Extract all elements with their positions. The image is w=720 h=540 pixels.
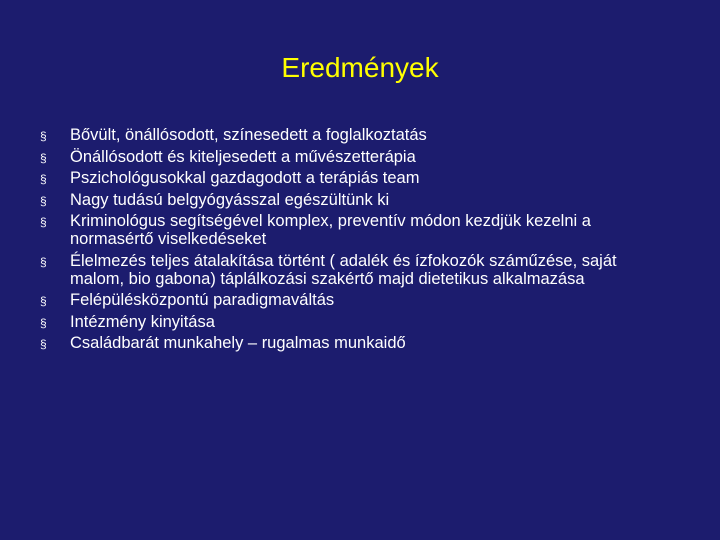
bullet-item	[40, 169, 660, 187]
bullet-icon: §	[40, 150, 47, 165]
bullet-item	[40, 212, 660, 248]
bullet-item	[40, 252, 660, 288]
bullet-item	[40, 313, 660, 331]
bullet-text: Nagy tudású belgyógyásszal egészültünk ki	[70, 190, 390, 209]
bullet-text: Intézmény kinyitása	[70, 312, 215, 331]
bullet-item	[40, 334, 660, 352]
bullet-list	[40, 126, 660, 356]
bullet-icon: §	[40, 172, 47, 186]
bullet-text: Önállósodott és kiteljesedett a művészetterápia	[70, 147, 416, 166]
bullet-text: Bővült, önállósodott, színesedett a foglalkoztatás	[70, 126, 427, 144]
bullet-icon: §	[40, 215, 47, 229]
bullet-text: Élelmezés teljes átalakítása történt ( adalék és ízfokozók száműzése, saját malom, bio gabona) táplálkozási szakértő majd dietetikus alkalmazása	[70, 251, 617, 288]
bullet-text: Pszichológusokkal gazdagodott a terápiás team	[70, 169, 420, 187]
bullet-icon: §	[40, 193, 47, 208]
bullet-icon: §	[40, 337, 47, 351]
bullet-item	[40, 126, 660, 144]
bullet-text: Felépülésközpontú paradigmaváltás	[70, 291, 335, 309]
bullet-icon: §	[40, 315, 47, 330]
slide-title: Eredmények	[281, 52, 439, 83]
bullet-icon: §	[40, 294, 47, 308]
bullet-text: Családbarát munkahely – rugalmas munkaidő	[70, 334, 406, 352]
bullet-text: Kriminológus segítségével komplex, preventív módon kezdjük kezelni a normasértő viselkedéseket	[70, 212, 591, 248]
bullet-item	[40, 148, 660, 166]
bullet-icon: §	[40, 254, 47, 269]
bullet-item	[40, 291, 660, 309]
bullet-icon: §	[40, 129, 47, 143]
bullet-item	[40, 191, 660, 209]
